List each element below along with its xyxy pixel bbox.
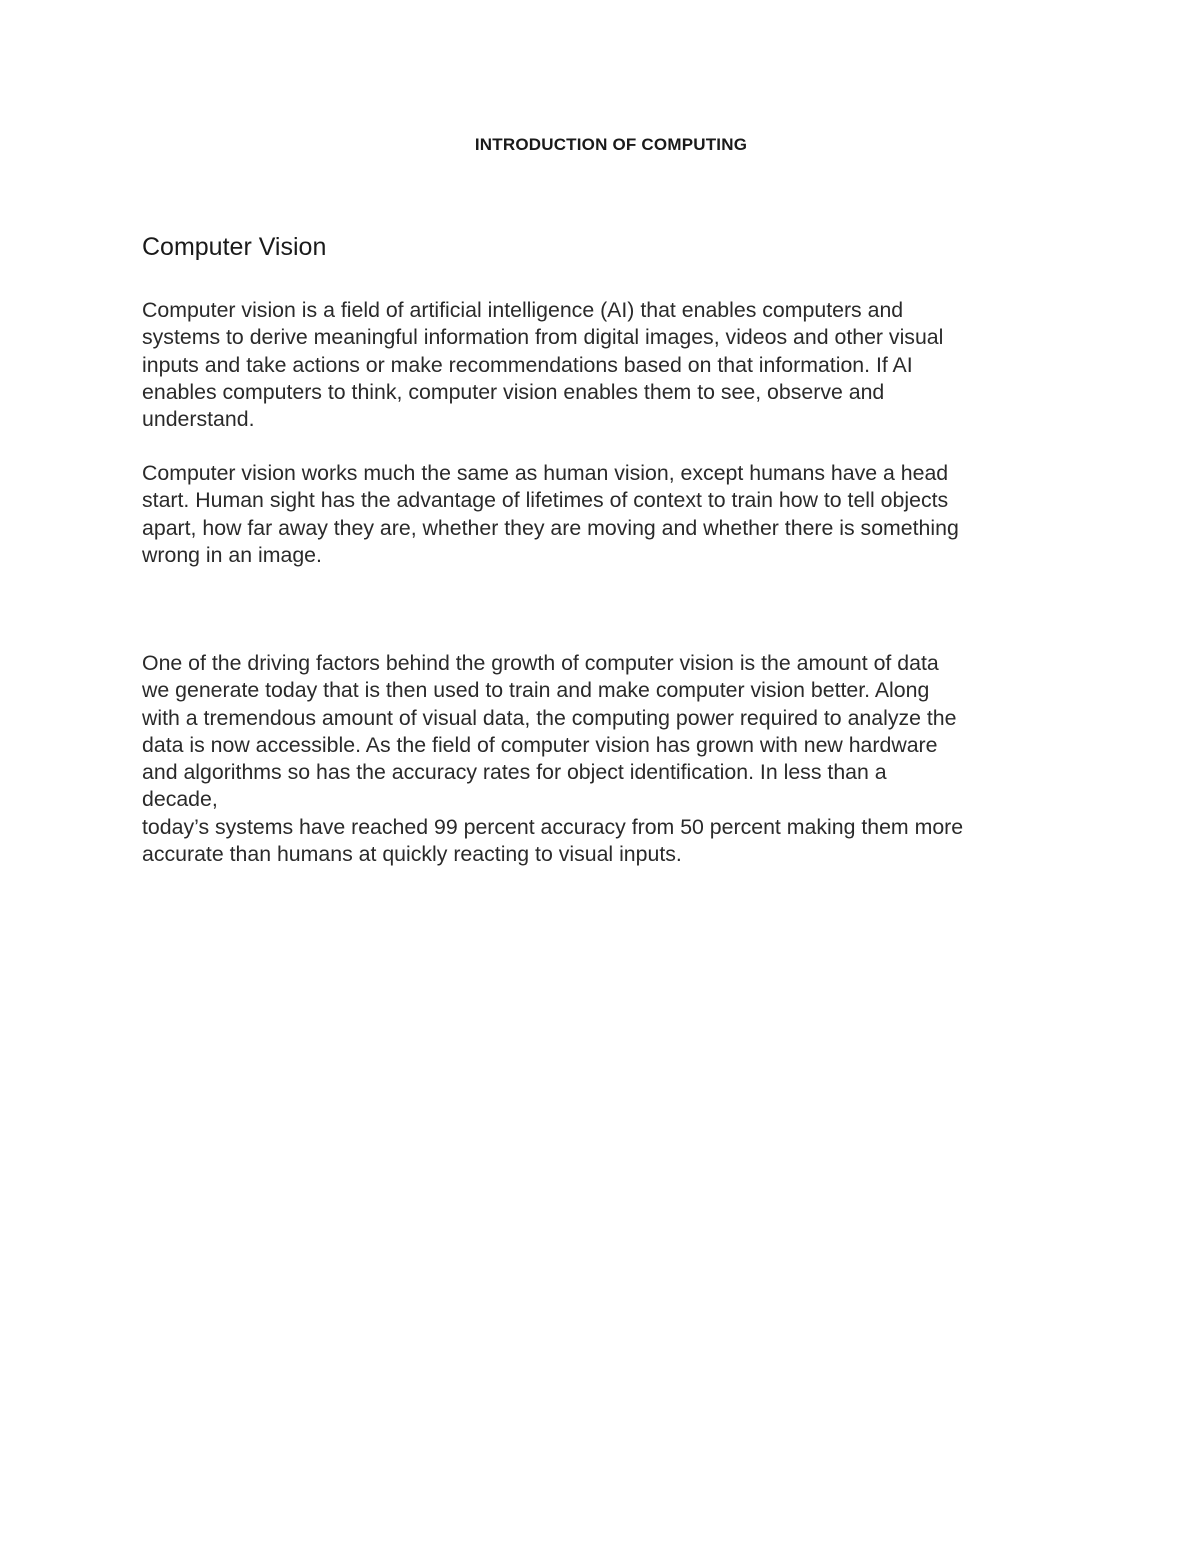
paragraph-line: understand. (142, 407, 255, 432)
paragraph-line: we generate today that is then used to train and make computer vision better. Along (142, 678, 930, 703)
page-title: INTRODUCTION OF COMPUTING (474, 135, 748, 154)
paragraph-line: inputs and take actions or make recommendations based on that information. If AI (142, 352, 913, 377)
paragraph-line: apart, how far away they are, whether they are moving and whether there is something (142, 515, 959, 540)
paragraph-line: today’s systems have reached 99 percent accuracy from 50 percent making them more (142, 814, 964, 839)
paragraph-line: accurate than humans at quickly reacting to visual inputs. (142, 842, 682, 867)
paragraph-line: and algorithms so has the accuracy rates for object identification. In less than a (142, 760, 887, 785)
paragraph-human-vision (142, 460, 1077, 569)
paragraph-line: Computer vision is a field of artificial intelligence (AI) that enables computers and (142, 298, 904, 322)
paragraph-line: wrong in an image. (142, 542, 322, 567)
paragraph-line: enables computers to think, computer vision enables them to see, observe and (142, 379, 885, 404)
paragraph-line: systems to derive meaningful information from digital images, videos and other visual (142, 325, 944, 350)
paragraph-line: data is now accessible. As the field of computer vision has grown with new hardware (142, 732, 938, 757)
paragraph-growth-factors (142, 650, 1077, 868)
paragraph-line: decade, (142, 787, 218, 812)
paragraph-line: start. Human sight has the advantage of lifetimes of context to train how to tell objects (142, 488, 949, 513)
section-heading: Computer Vision (142, 233, 327, 261)
paragraph-line: Computer vision works much the same as human vision, except humans have a head (142, 461, 949, 485)
paragraph-line: with a tremendous amount of visual data, the computing power required to analyze the (142, 705, 957, 730)
paragraph-definition (142, 297, 1077, 433)
paragraph-line: One of the driving factors behind the growth of computer vision is the amount of data (142, 651, 939, 675)
